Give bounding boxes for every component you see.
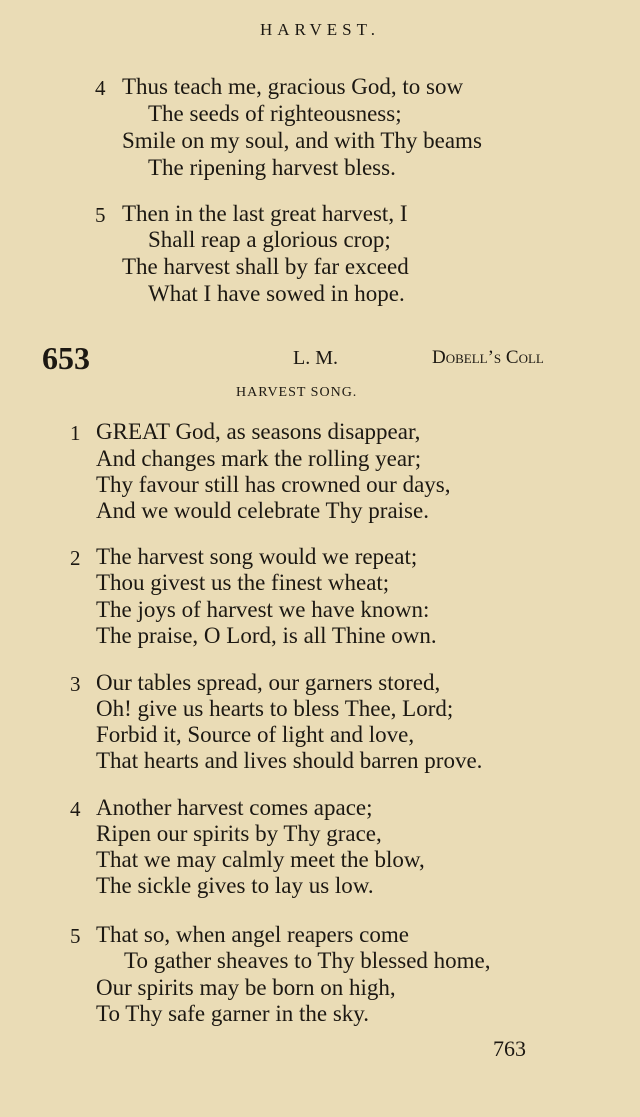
verse-line: The seeds of righteousness;	[148, 101, 402, 126]
verse-number: 3	[70, 672, 81, 696]
running-head: HARVEST.	[259, 20, 381, 39]
hymn-number: 653	[42, 340, 90, 376]
verse-line: The joys of harvest we have known:	[96, 597, 430, 622]
verse-number: 2	[70, 546, 81, 570]
verse-line: The harvest song would we repeat;	[96, 544, 418, 569]
verse-line: Another harvest comes apace;	[96, 795, 373, 820]
verse-number: 1	[70, 421, 81, 445]
verse-line: The praise, O Lord, is all Thine own.	[96, 623, 437, 648]
verse-line: To Thy safe garner in the sky.	[96, 1001, 370, 1026]
verse-line: Thus teach me, gracious God, to sow	[122, 74, 464, 99]
verse-line: The sickle gives to lay us low.	[96, 873, 374, 898]
verse-line: And we would celebrate Thy praise.	[96, 498, 429, 523]
verse-line: That we may calmly meet the blow,	[96, 847, 425, 872]
verse-line: To gather sheaves to Thy blessed home,	[124, 948, 491, 973]
verse-number: 4	[95, 76, 106, 100]
verse-line: GREAT God, as seasons disappear,	[96, 419, 421, 444]
verse-line: Our spirits may be born on high,	[96, 975, 396, 1000]
verse-line: Forbid it, Source of light and love,	[96, 722, 415, 747]
verse-line: Oh! give us hearts to bless Thee, Lord;	[96, 696, 454, 721]
hymn-meter: L. M.	[293, 347, 338, 369]
hymn-source: Dobell’s Coll	[432, 347, 544, 368]
hymn-subtitle: HARVEST SONG.	[236, 385, 358, 400]
verse-line: Our tables spread, our garners stored,	[96, 670, 441, 695]
verse-line: That so, when angel reapers come	[96, 922, 409, 947]
verse-line: What I have sowed in hope.	[148, 281, 405, 306]
verse-line: Thou givest us the finest wheat;	[96, 570, 390, 595]
verse-line: Shall reap a glorious crop;	[148, 227, 391, 252]
verse-number: 5	[95, 203, 106, 227]
verse-line: Thy favour still has crowned our days,	[96, 472, 451, 497]
verse-line: That hearts and lives should barren prove.	[96, 748, 483, 773]
verse-number: 4	[70, 797, 81, 821]
verse-line: Then in the last great harvest, I	[122, 201, 408, 226]
verse-line: The ripening harvest bless.	[148, 155, 396, 180]
verse-line: Ripen our spirits by Thy grace,	[96, 821, 382, 846]
page-number: 763	[493, 1036, 526, 1061]
verse-line: The harvest shall by far exceed	[122, 254, 409, 279]
verse-line: And changes mark the rolling year;	[96, 446, 422, 471]
verse-line: Smile on my soul, and with Thy beams	[122, 128, 482, 153]
verse-number: 5	[70, 924, 81, 948]
